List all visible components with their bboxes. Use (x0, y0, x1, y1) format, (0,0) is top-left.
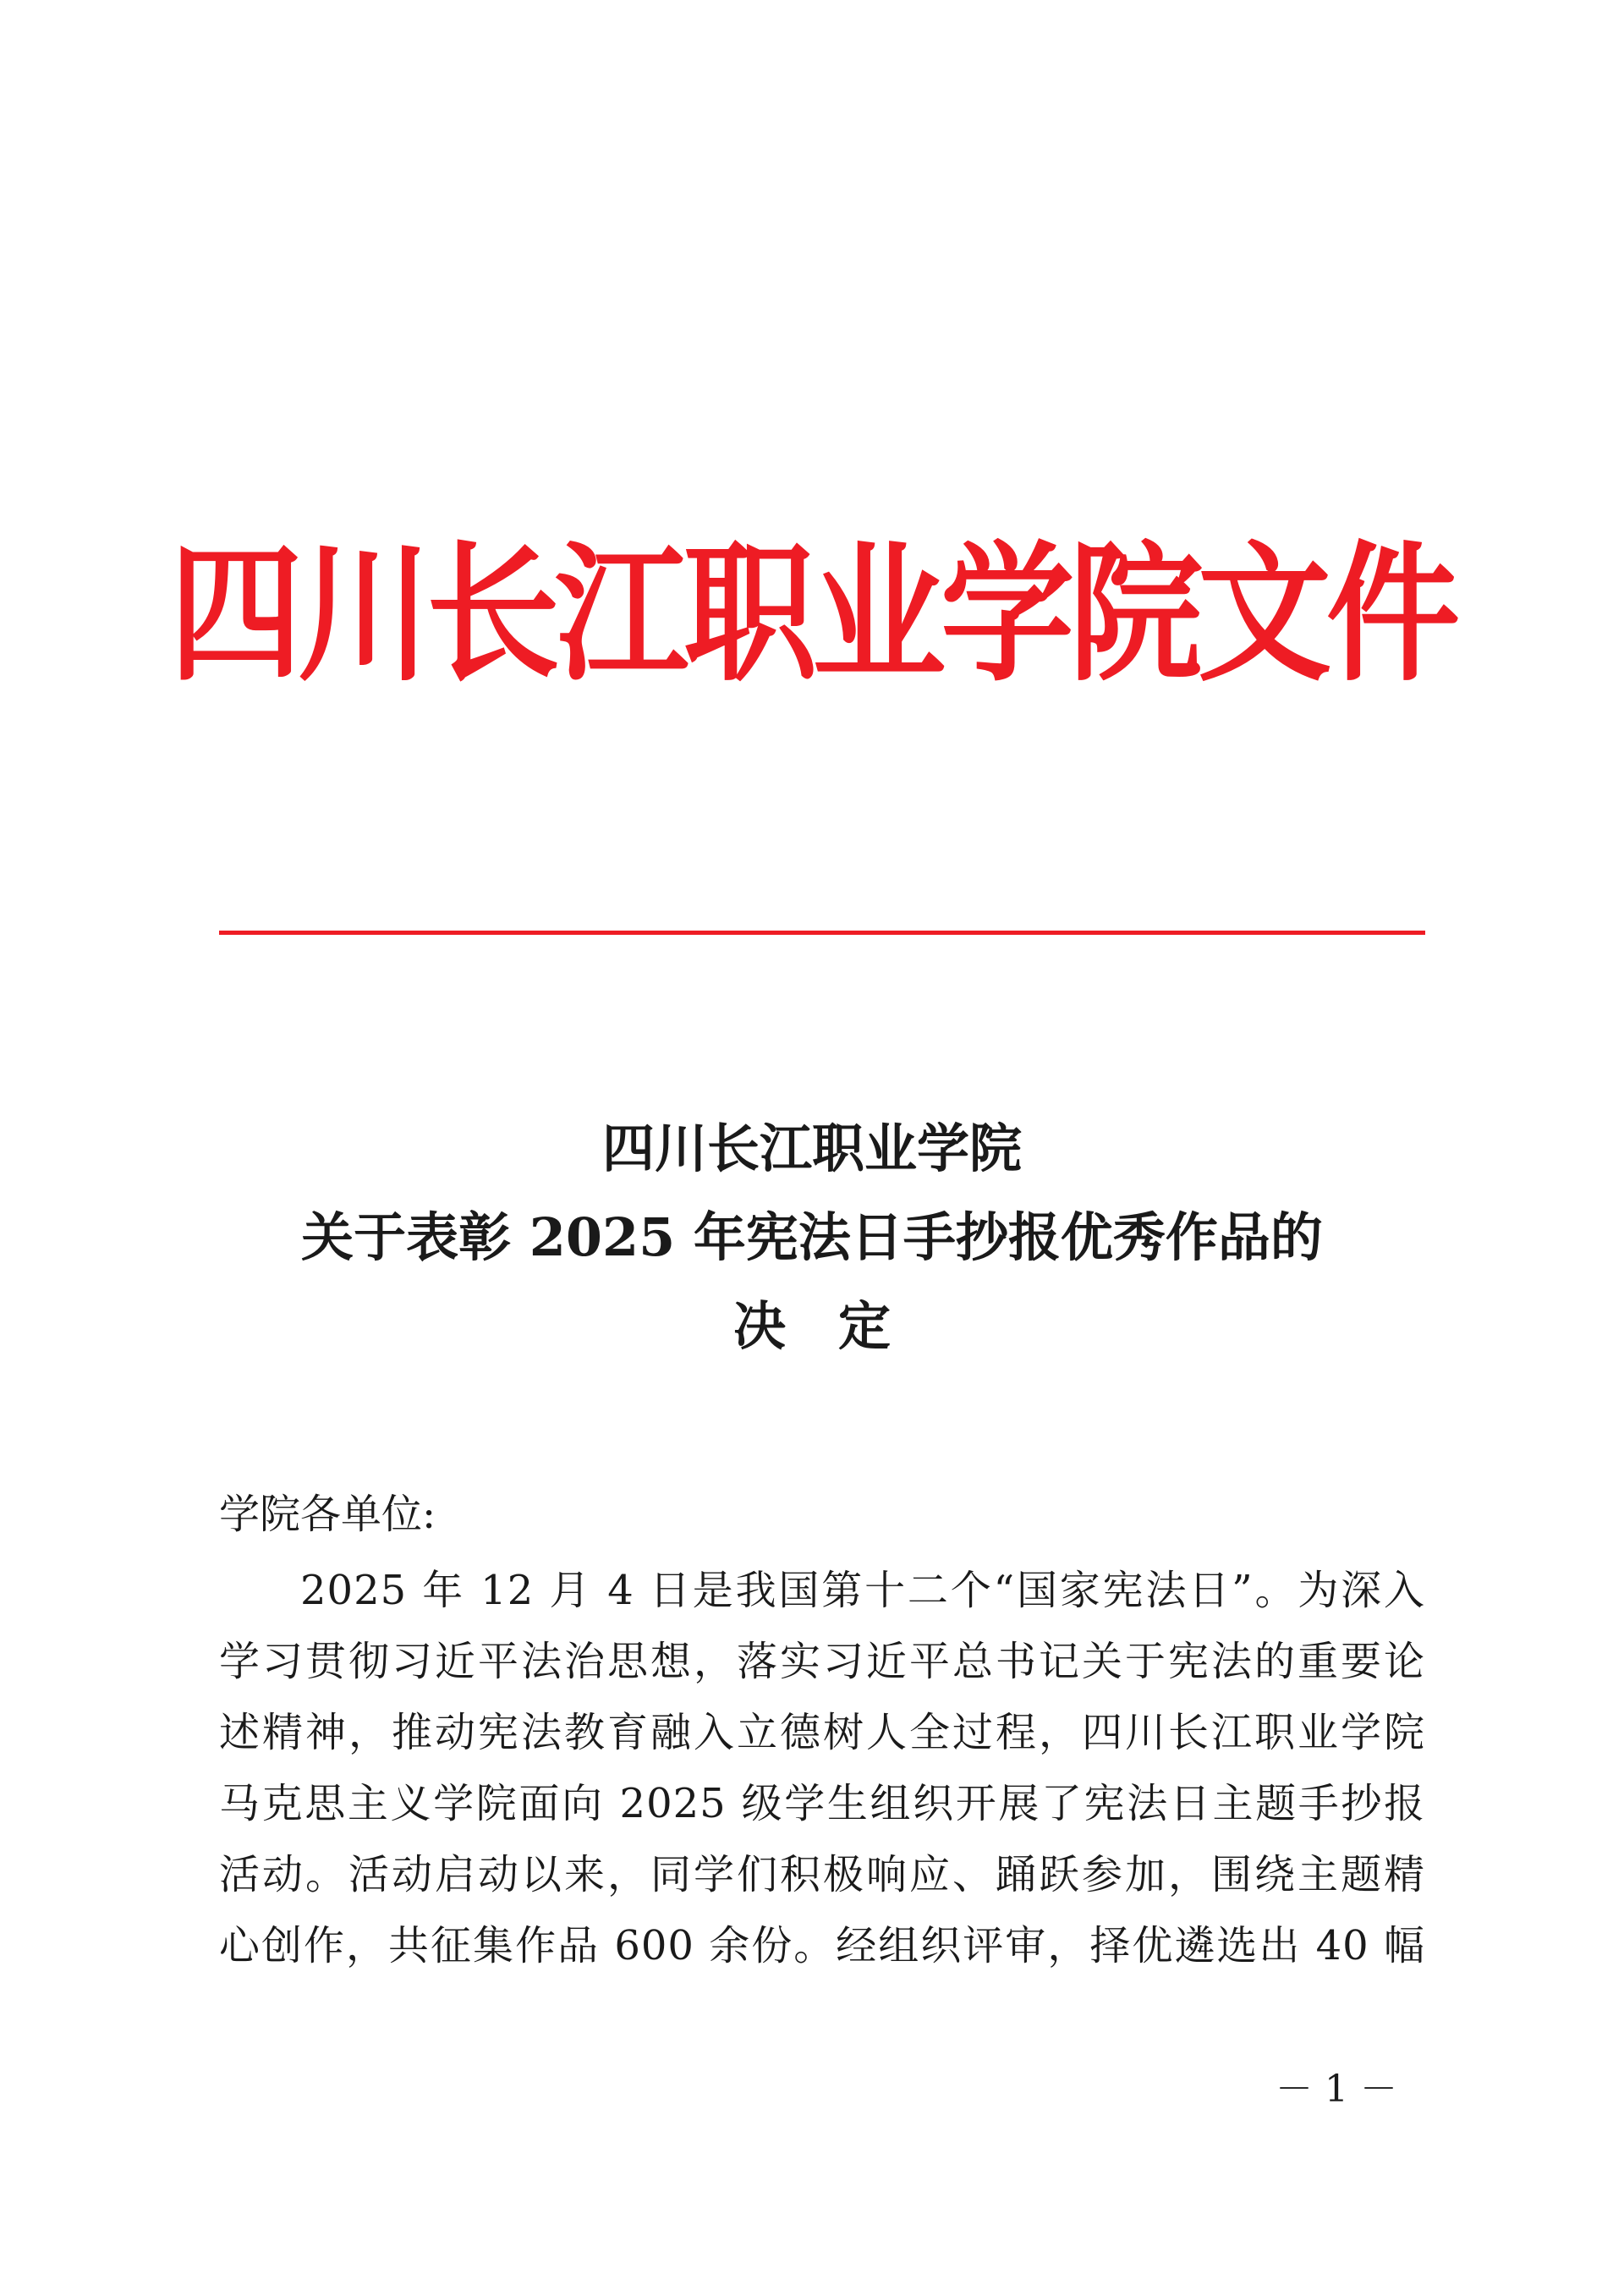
title-line-1: 四川长江职业学院 (601, 1118, 1022, 1179)
document-masthead: 四川长江职业学院文件 (169, 526, 1455, 703)
page-number: － 1 － (1276, 2068, 1397, 2111)
body-line-6: 心创作，共征集作品 600 余份。经组织评审，择优遴选出 40 幅 (219, 1922, 1425, 1969)
body-line-4: 马克思主义学院面向 2025 级学生组织开展了宪法日主题手抄报 (219, 1780, 1425, 1827)
document-title (0, 1104, 1624, 1370)
body-line-5: 活动。活动启动以来，同学们积极响应、踊跃参加，围绕主题精 (219, 1851, 1425, 1898)
body-line-3: 述精神，推动宪法教育融入立德树人全过程，四川长江职业学院 (219, 1709, 1425, 1756)
title-line-2: 关于表彰 2025 年宪法日手抄报优秀作品的 (301, 1206, 1323, 1268)
body-line-2: 学习贯彻习近平法治思想，落实习近平总书记关于宪法的重要论 (219, 1638, 1425, 1685)
body-line-1: 2025 年 12 月 4 日是我国第十二个“国家宪法日”。为深入 (300, 1567, 1425, 1614)
salutation: 学院各单位: (219, 1491, 436, 1538)
masthead-red-rule (219, 931, 1425, 935)
body-paragraph (219, 1555, 1425, 1981)
title-line-3: 决 定 (732, 1295, 891, 1357)
